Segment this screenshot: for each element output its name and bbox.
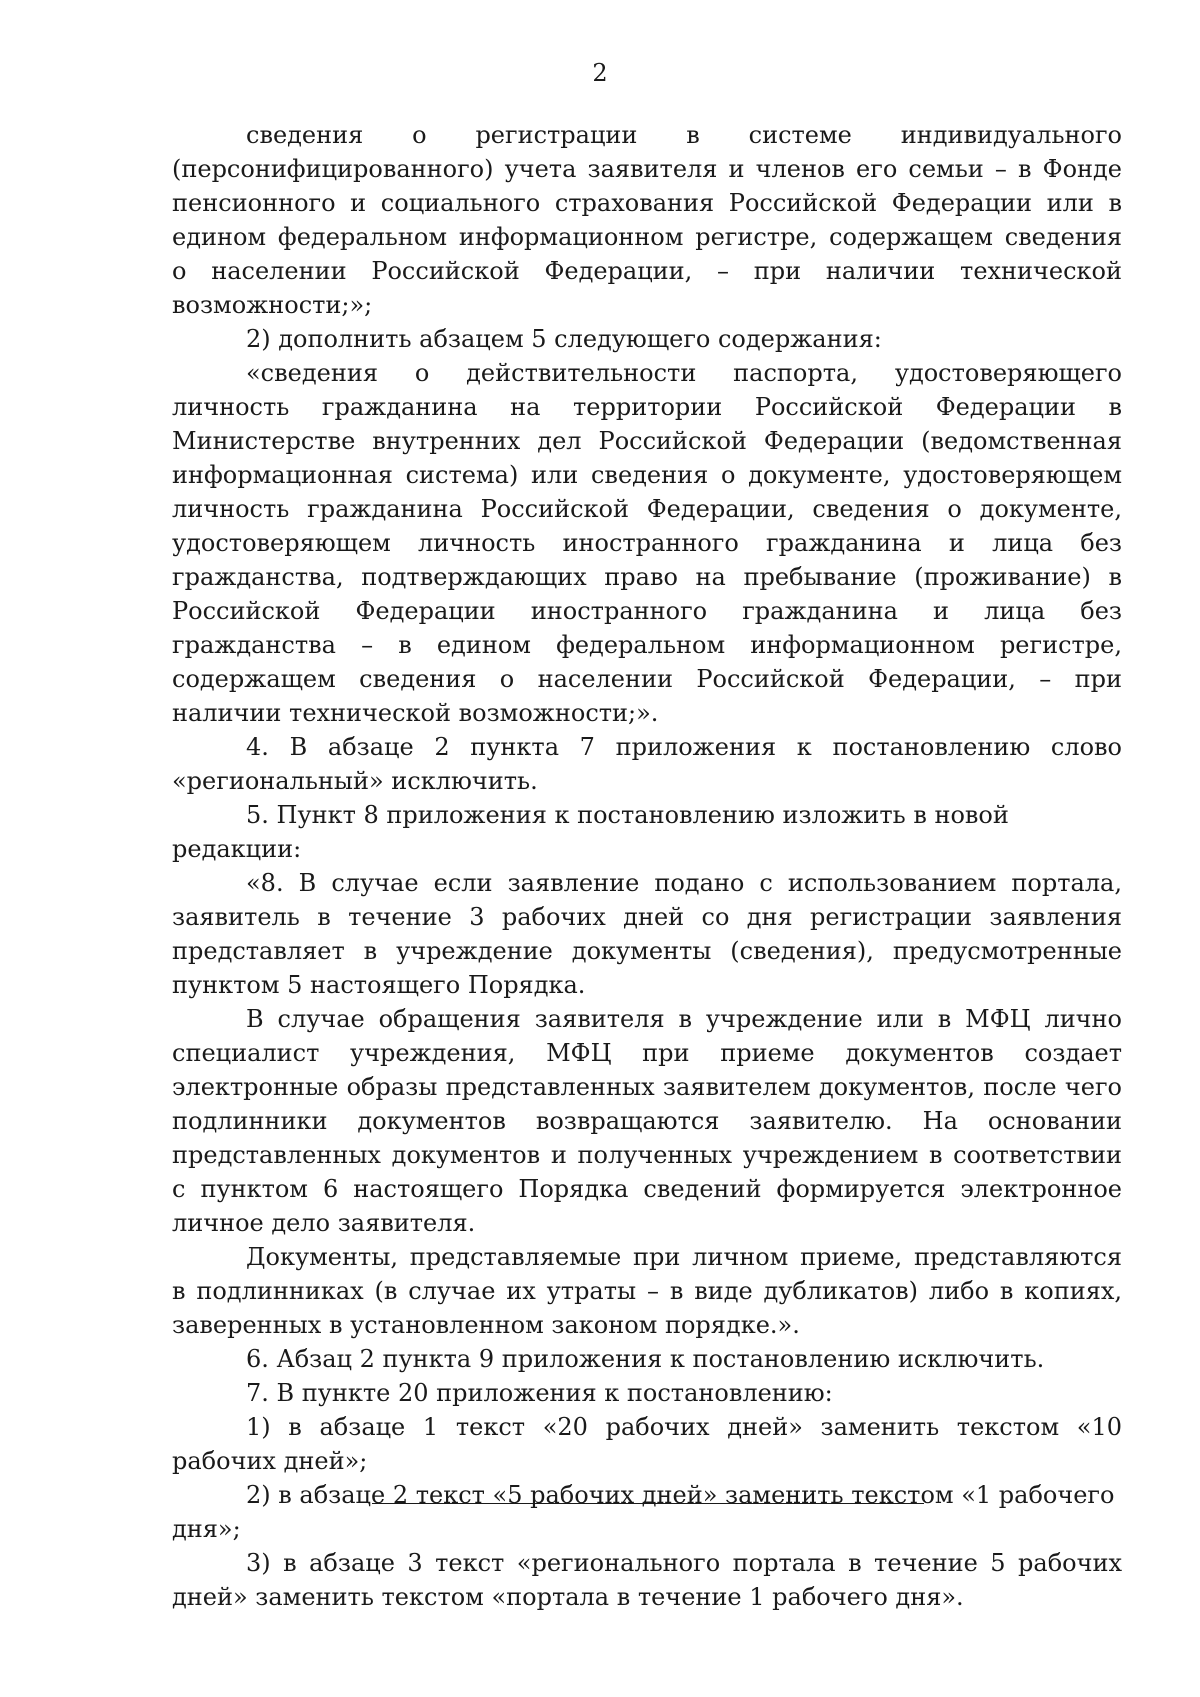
paragraph-item-6: 6. Абзац 2 пункта 9 приложения к постановлению исключить. bbox=[246, 1345, 1045, 1373]
paragraph-passport-info: «сведения о действительности паспорта, удостоверяющего личность гражданина на территории Российской Федерации в Министерстве внутренних дел Российской Федерации (ведомственная информационная система) или сведения о документе, удостоверяющем личность гражданина Российской Федерации, сведения о документе, удостоверяющем личность иностранного гражданина и лица без гражданства, подтверждающих право на пребывание (проживание) в Российской Федерации иностранного гражданина и лица без гражданства – в едином федеральном информационном регистре, содержащем сведения о населении Российской Федерации, – при наличии технической возможности;». bbox=[172, 359, 1122, 727]
paragraph-item-7: 7. В пункте 20 приложения к постановлению: bbox=[246, 1379, 833, 1407]
paragraph-item-8-portal: «8. В случае если заявление подано с использованием портала, заявитель в течение 3 рабочих дней со дня регистрации заявления представляет в учреждение документы (сведения), предусмотренные пунктом 5 настоящего Порядка. bbox=[172, 869, 1122, 999]
page-number: 2 bbox=[592, 59, 608, 87]
document-body bbox=[172, 118, 1122, 1614]
paragraph-personal-visit: В случае обращения заявителя в учреждение или в МФЦ лично специалист учреждения, МФЦ при приеме документов создает электронные образы представленных заявителем документов, после чего подлинники документов возвращаются заявителю. На основании представленных документов и полученных учреждением в соответствии с пунктом 6 настоящего Порядка сведений формируется электронное личное дело заявителя. bbox=[172, 1005, 1122, 1237]
paragraph-item-7-2: 2) в абзаце 2 текст «5 рабочих дней» заменить текстом «1 рабочего дня»; bbox=[172, 1481, 1115, 1543]
paragraph-item-7-3: 3) в абзаце 3 текст «регионального портала в течение 5 рабочих дней» заменить текстом «портала в течение 1 рабочего дня». bbox=[172, 1549, 1122, 1611]
paragraph-item-4: 4. В абзаце 2 пункта 7 приложения к постановлению слово «региональный» исключить. bbox=[172, 733, 1122, 795]
paragraph-documents-originals: Документы, представляемые при личном приеме, представляются в подлинниках (в случае их утраты – в виде дубликатов) либо в копиях, заверенных в установленном законом порядке.». bbox=[172, 1243, 1122, 1339]
paragraph-add-abzac-5: 2) дополнить абзацем 5 следующего содержания: bbox=[246, 325, 882, 353]
end-separator-line bbox=[372, 1503, 924, 1504]
paragraph-registration-info: сведения о регистрации в системе индивидуального (персонифицированного) учета заявителя и членов его семьи – в Фонде пенсионного и социального страхования Российской Федерации или в едином федеральном информационном регистре, содержащем сведения о населении Российской Федерации, – при наличии технической возможности;»; bbox=[172, 121, 1122, 319]
paragraph-item-7-1: 1) в абзаце 1 текст «20 рабочих дней» заменить текстом «10 рабочих дней»; bbox=[172, 1413, 1122, 1475]
paragraph-item-5: 5. Пункт 8 приложения к постановлению изложить в новой редакции: bbox=[172, 801, 1009, 863]
